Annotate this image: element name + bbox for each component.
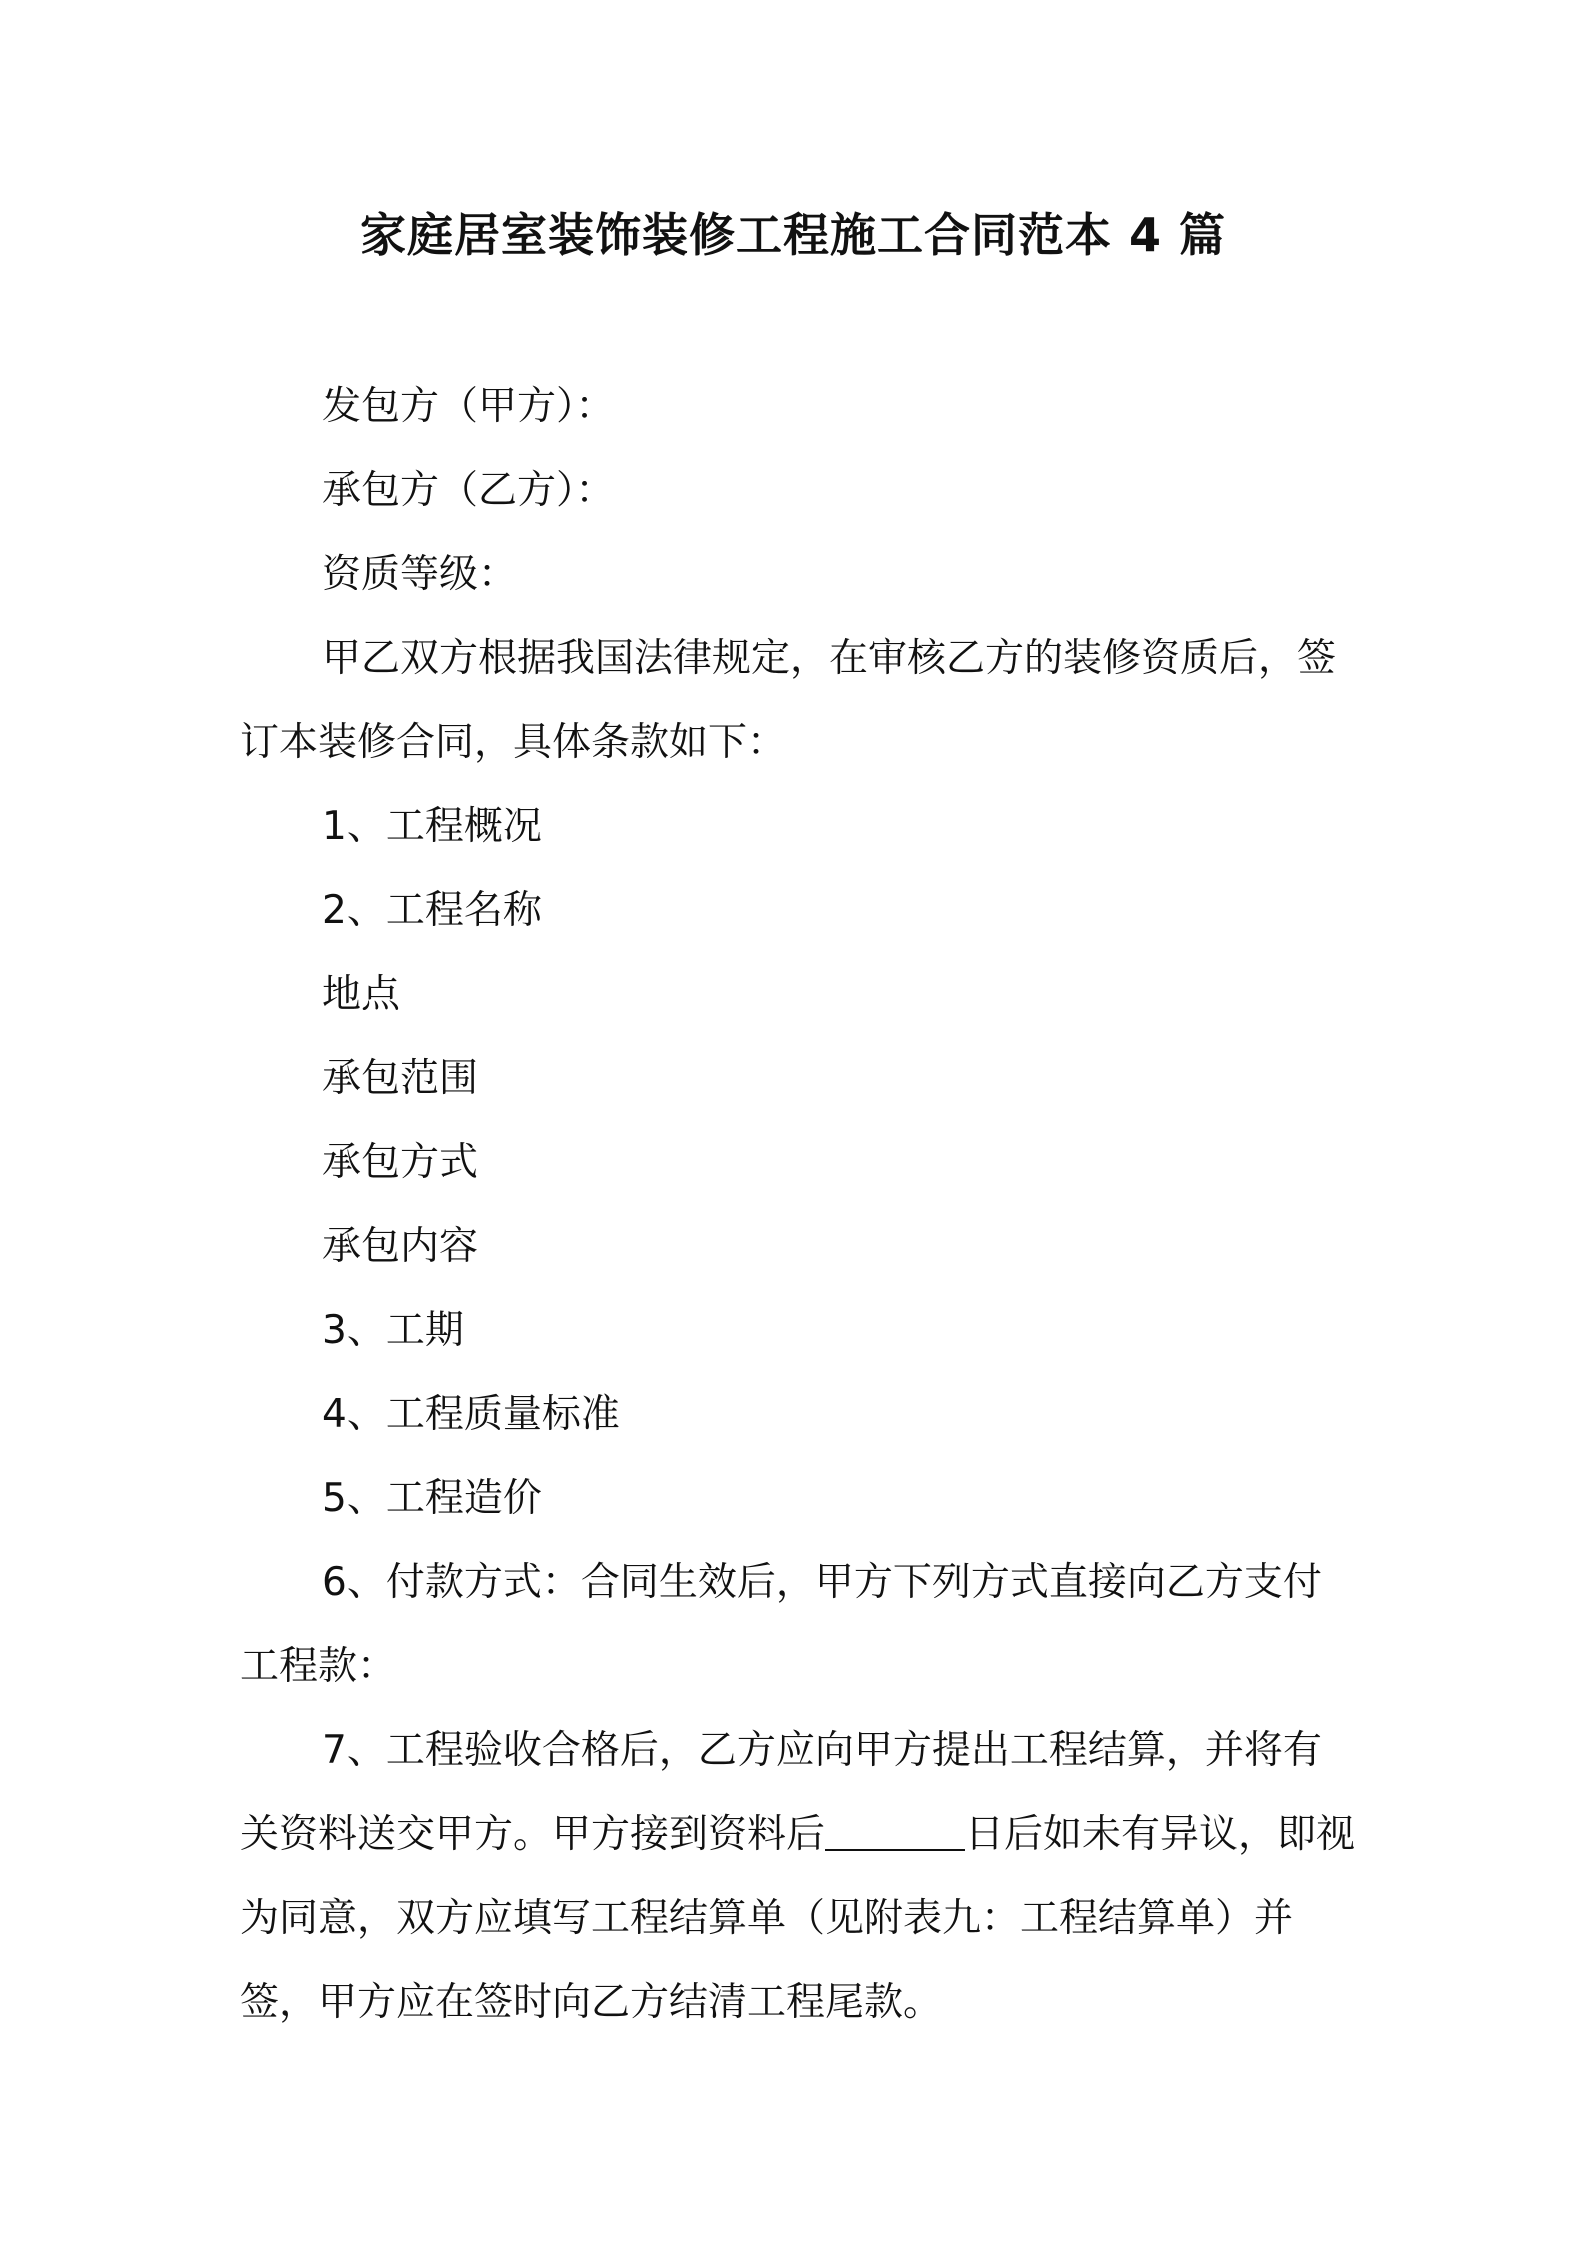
- method-line: 承包方式: [322, 1140, 479, 1185]
- party-a-line: 发包方（甲方）：: [322, 384, 615, 429]
- item-4: 4、工程质量标准: [322, 1392, 620, 1437]
- document-body: [240, 365, 1360, 2045]
- item-5: 5、工程造价: [322, 1476, 542, 1521]
- content-line: 承包内容: [322, 1224, 479, 1269]
- scope-line: 承包范围: [322, 1056, 479, 1101]
- item-3: 3、工期: [322, 1308, 464, 1353]
- item-7-text-start: 7、工程验收合格后，乙方应向甲方提出工程结算，并将有关资料送交甲方。甲方接到资料后: [240, 1728, 1322, 1857]
- party-b-line: 承包方（乙方）：: [322, 468, 615, 513]
- qualification-line: 资质等级：: [322, 552, 518, 597]
- item-2: 2、工程名称: [322, 888, 542, 933]
- item-7-paragraph: [240, 1709, 1360, 2045]
- location-line: 地点: [322, 972, 401, 1017]
- document-title: 家庭居室装饰装修工程施工合同范本 4 篇: [359, 208, 1227, 262]
- intro-paragraph: 甲乙双方根据我国法律规定，在审核乙方的装修资质后，签订本装修合同，具体条款如下：: [240, 636, 1337, 765]
- item-1: 1、工程概况: [322, 804, 542, 849]
- item-6-paragraph: 6、付款方式：合同生效后，甲方下列方式直接向乙方支付工程款：: [240, 1560, 1322, 1689]
- fill-in-blank: [825, 1811, 965, 1851]
- item-7-text-end: 日后如未有异议，即视为同意，双方应填写工程结算单（见附表九：工程结算单）并签，甲方应在签时向乙方结清工程尾款。: [240, 1812, 1356, 2025]
